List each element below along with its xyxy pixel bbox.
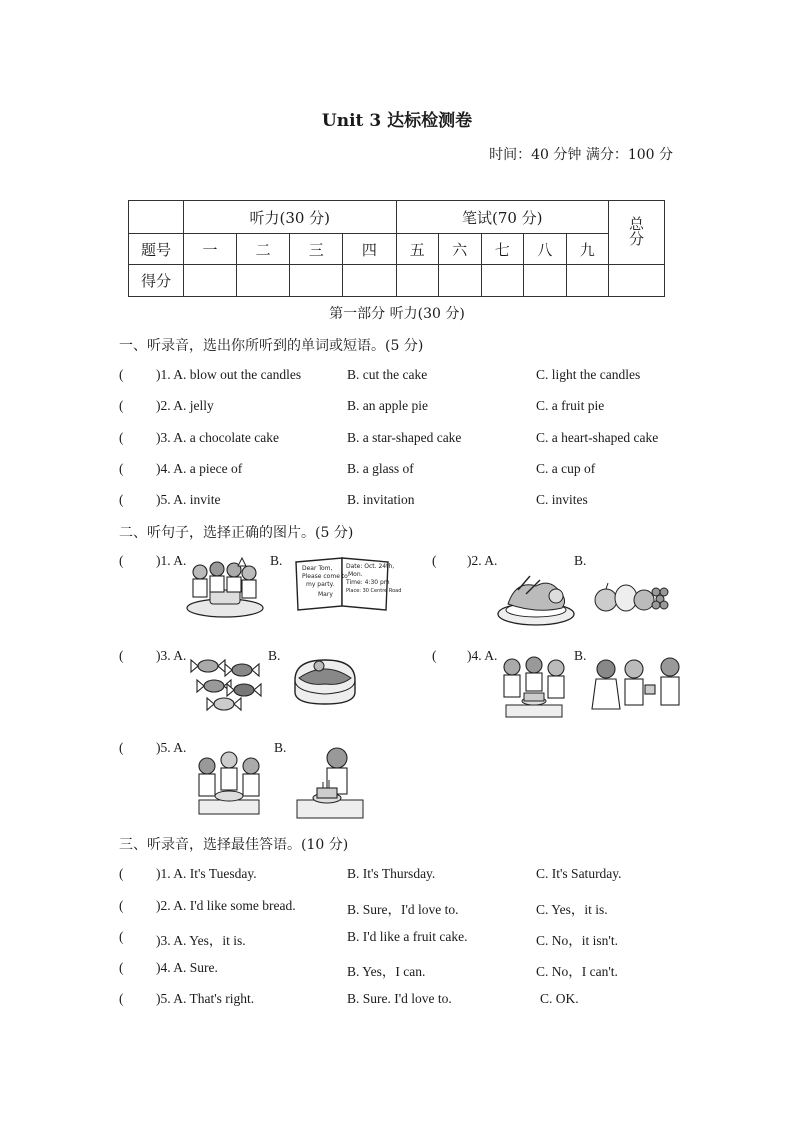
option-a-label: )5. A. (156, 740, 187, 755)
answer-blank[interactable]: ( (119, 398, 124, 413)
question-row (119, 492, 679, 512)
option-c: C. light the candles (536, 367, 641, 382)
option-b-label: B. (268, 648, 281, 663)
question-row (119, 367, 679, 387)
option-b: B. Sure. I'd love to. (347, 991, 452, 1006)
option-a: )1. A. blow out the candles (156, 367, 302, 382)
answer-blank[interactable]: ( (119, 991, 124, 1006)
option-a: )3. A. a chocolate cake (156, 430, 279, 445)
score-cell[interactable] (184, 265, 237, 297)
option-a: )1. A. It's Tuesday. (156, 866, 257, 881)
option-c: C. It's Saturday. (536, 866, 622, 881)
option-b: B. a star-shaped cake (347, 430, 462, 445)
option-b-label: B. (274, 740, 287, 755)
score-cell[interactable] (566, 265, 609, 297)
part-heading: 第一部分 听力(30 分) (329, 306, 465, 322)
writing-header: 笔试(70 分) (396, 201, 609, 234)
score-table (128, 200, 665, 297)
section-1-title: 一、听录音，选出你所听到的单词或短语。(5 分) (119, 338, 424, 354)
option-c: C. No，I can't. (536, 964, 618, 979)
card-line: Date: Oct. 24th, (346, 563, 395, 570)
girl-with-cake-image (295, 744, 367, 820)
section-3-title: 三、听录音，选择最佳答语。(10 分) (119, 837, 349, 853)
answer-blank[interactable]: ( (432, 553, 437, 568)
option-b: B. I'd like a fruit cake. (347, 929, 468, 944)
option-a: )4. A. a piece of (156, 461, 243, 476)
option-a-label: )4. A. (467, 648, 498, 663)
answer-blank[interactable]: ( (119, 740, 124, 755)
total-cell[interactable] (609, 265, 665, 297)
score-row-label: 得分 (129, 265, 184, 297)
score-cell[interactable] (524, 265, 567, 297)
answer-blank[interactable]: ( (119, 648, 124, 663)
score-cell[interactable] (343, 265, 396, 297)
column-label: 九 (566, 234, 609, 265)
kids-party-image (184, 556, 266, 620)
option-b-label: B. (270, 553, 283, 568)
score-cell[interactable] (290, 265, 343, 297)
option-b: B. It's Thursday. (347, 866, 436, 881)
card-line: Mon. (348, 571, 363, 578)
option-b: B. an apple pie (347, 398, 428, 413)
answer-blank[interactable]: ( (119, 898, 124, 913)
option-b-label: B. (574, 553, 587, 568)
answer-blank[interactable]: ( (119, 492, 124, 507)
question-row (119, 866, 679, 886)
kids-birthday-cake-image (498, 655, 570, 719)
option-b: B. Yes，I can. (347, 964, 426, 979)
option-b: B. invitation (347, 492, 415, 507)
exam-meta: 时间：40 分钟 满分：100 分 (489, 147, 673, 163)
question-row (119, 960, 679, 980)
question-row (119, 898, 679, 918)
vegetable-plate-image (496, 570, 576, 628)
fruits-image (594, 578, 672, 614)
card-line: Please come to (302, 573, 348, 580)
score-cell[interactable] (439, 265, 482, 297)
card-line: Dear Tom, (302, 565, 333, 572)
option-a-label: )1. A. (156, 553, 187, 568)
column-label: 八 (524, 234, 567, 265)
column-label: 五 (396, 234, 439, 265)
answer-blank[interactable]: ( (432, 648, 437, 663)
option-c: C. invites (536, 492, 588, 507)
items-row-label: 题号 (129, 234, 184, 265)
answer-blank[interactable]: ( (119, 461, 124, 476)
cake-image (291, 656, 359, 708)
option-b: B. a glass of (347, 461, 414, 476)
answer-blank[interactable]: ( (119, 367, 124, 382)
card-line: Place: 30 Centre Road (346, 588, 402, 594)
answer-blank[interactable]: ( (119, 866, 124, 881)
listening-header: 听力(30 分) (184, 201, 397, 234)
question-row (119, 430, 679, 450)
option-c: C. a fruit pie (536, 398, 605, 413)
option-b-label: B. (574, 648, 587, 663)
option-c: C. Yes，it is. (536, 902, 608, 917)
question-row (119, 461, 679, 481)
kids-giving-gift-image (590, 655, 690, 719)
card-line: Time: 4:30 pm (346, 579, 390, 586)
option-a: )4. A. Sure. (156, 960, 218, 975)
score-cell[interactable] (396, 265, 439, 297)
score-cell[interactable] (237, 265, 290, 297)
score-table-corner (129, 201, 184, 234)
option-c: C. a cup of (536, 461, 596, 476)
card-line: Mary (318, 591, 333, 598)
option-a: )2. A. jelly (156, 398, 214, 413)
column-label: 二 (237, 234, 290, 265)
kids-around-cake-image (193, 750, 265, 816)
section-2-title: 二、听句子，选择正确的图片。(5 分) (119, 525, 354, 541)
option-a: )5. A. invite (156, 492, 221, 507)
answer-blank[interactable]: ( (119, 929, 124, 944)
option-b: B. Sure，I'd love to. (347, 902, 459, 917)
option-a-label: )3. A. (156, 648, 187, 663)
score-cell[interactable] (481, 265, 524, 297)
card-line: my party. (306, 581, 335, 588)
question-row (119, 398, 679, 418)
column-label: 三 (290, 234, 343, 265)
column-label: 七 (481, 234, 524, 265)
candies-image (190, 656, 268, 712)
column-label: 六 (439, 234, 482, 265)
question-row (119, 991, 679, 1011)
option-c: C. a heart-shaped cake (536, 430, 659, 445)
option-c: C. OK. (540, 991, 579, 1006)
column-label: 四 (343, 234, 396, 265)
answer-blank[interactable]: ( (119, 430, 124, 445)
question-row (119, 929, 679, 949)
answer-blank[interactable]: ( (119, 960, 124, 975)
invitation-card-image (292, 556, 402, 612)
option-a: )3. A. Yes，it is. (156, 933, 246, 948)
page-title: Unit 3 达标检测卷 (321, 111, 473, 131)
total-header: 总分 (609, 201, 665, 265)
option-a-label: )2. A. (467, 553, 498, 568)
column-label: 一 (184, 234, 237, 265)
option-a: )2. A. I'd like some bread. (156, 898, 296, 913)
answer-blank[interactable]: ( (119, 553, 124, 568)
option-a: )5. A. That's right. (156, 991, 255, 1006)
option-c: C. No，it isn't. (536, 933, 618, 948)
option-b: B. cut the cake (347, 367, 428, 382)
